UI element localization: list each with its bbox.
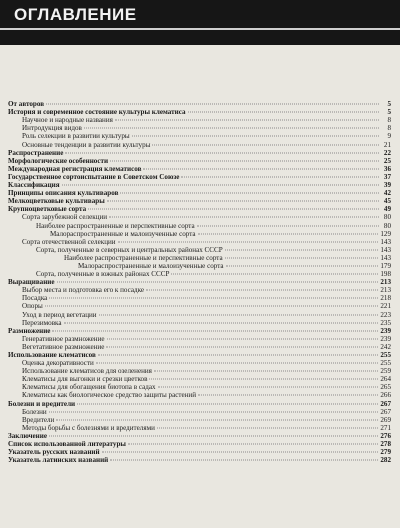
toc-entry-title: Мелкоцветковые культивары [8, 197, 105, 206]
toc-entry-page: 80 [383, 221, 391, 230]
toc-entry-title: Классификация [8, 181, 60, 190]
toc-entry-title: Научное и народные названия [22, 116, 113, 125]
toc-entry-title: Малораспространенные и малоизученные сорта [78, 261, 224, 270]
toc-entry-page: 21 [383, 140, 391, 149]
toc-entry-title: Болезни и вредители [8, 399, 76, 408]
toc-entry-page: 235 [380, 318, 391, 327]
toc-entry-page: 267 [380, 399, 391, 408]
toc-entry-page: 25 [383, 156, 391, 165]
toc-entry-page: 9 [387, 132, 391, 141]
toc-entry-page: 223 [380, 310, 391, 319]
toc-entry-title: Посадка [22, 294, 48, 303]
toc-entry-page: 198 [380, 270, 391, 279]
toc-entry-page: 22 [383, 148, 391, 157]
toc-entry-page: 218 [380, 294, 391, 303]
toc-entry-page: 255 [380, 351, 391, 359]
table-of-contents [8, 97, 391, 528]
toc-entry-title: Опоры [22, 302, 43, 311]
toc-entry-page: 259 [380, 367, 391, 376]
toc-entry-title: Сорта, полученные в северных и центральных районах СССР [36, 245, 223, 254]
toc-entry-page: 39 [383, 181, 391, 190]
toc-entry-page: 267 [380, 407, 391, 416]
toc-entry-page: 239 [380, 326, 391, 335]
toc-entry-title: От авторов [8, 100, 45, 109]
toc-entry-title: Вредители [22, 415, 55, 424]
toc-entry-page: 266 [380, 391, 391, 400]
toc-entry-title: Государственное сортоиспытание в Советском Союзе [8, 172, 180, 181]
toc-entry-title: Наиболее распространенные и перспективные сорта [36, 221, 195, 230]
toc-entry-title: Клематисы для выгонки и срезки цветков [22, 375, 148, 384]
toc-entry-page: 269 [380, 415, 391, 424]
toc-entry-page: 276 [380, 431, 391, 440]
toc-entry-page: 8 [387, 124, 391, 133]
toc-entry-title: Вегетативное размножение [22, 342, 105, 351]
toc-entry-title: Использование клематисов [8, 351, 96, 359]
toc-entry-title: Болезни [22, 407, 47, 416]
toc-entry-title: Сорта отечественной селекции [22, 237, 116, 246]
page-title: ОГЛАВЛЕНИЕ [14, 5, 137, 24]
toc-entry-title: Принципы описания культиваров [8, 189, 119, 198]
toc-entry-page: 213 [380, 286, 391, 295]
toc-entry-page: 5 [387, 108, 391, 117]
toc-entry-title: Клематисы для обогащения биотопа в садах [22, 383, 156, 392]
toc-entry-title: Использование клематисов для озеленения [22, 367, 152, 376]
toc-entry-title: Список использованной литературы [8, 440, 126, 449]
toc-entry-title: Международная регистрация клематисов [8, 164, 142, 173]
toc-entry-page: 278 [380, 440, 391, 449]
toc-entry-page: 143 [380, 253, 391, 262]
toc-entry-title: Сорта зарубежной селекции [22, 213, 108, 222]
toc-entry-page: 264 [380, 375, 391, 384]
toc-entry-page: 36 [383, 164, 391, 173]
toc-entry-page: 255 [380, 359, 391, 368]
toc-entry-title: Крупноцветковые сорта [8, 205, 87, 214]
toc-entry-page: 143 [380, 237, 391, 246]
toc-entry-page: 80 [383, 213, 391, 222]
toc-entry-title: Морфологические особенности [8, 156, 109, 165]
toc-entry-title: Генеративное размножение [22, 334, 105, 343]
toc-entry-title: Методы борьбы с болезнями и вредителями [22, 423, 155, 432]
toc-entry-page: 8 [387, 116, 391, 125]
toc-entry-title: Заключение [8, 431, 47, 440]
toc-entry-page: 282 [380, 456, 391, 465]
toc-entry-page: 143 [380, 245, 391, 254]
toc-entry-page: 221 [380, 302, 391, 311]
toc-entry-title: Выращивание [8, 278, 55, 287]
toc-entry-title: Наиболее распространенные и перспективные сорта [64, 253, 223, 262]
toc-entry-title: Выбор места и подготовка его к посадке [22, 286, 145, 295]
toc-entry-title: Уход в период вегетации [22, 310, 97, 319]
toc-entry-title: Роль селекции в развитии культуры [22, 132, 130, 141]
toc-entry-page: 5 [387, 100, 391, 109]
toc-entry-title: Сорта, полученные в южных районах СССР [36, 270, 170, 279]
toc-entry-page: 265 [380, 383, 391, 392]
toc-entry-title: Интродукция видов [22, 124, 82, 133]
toc-entry-page: 42 [383, 189, 391, 198]
toc-entry-title: Распространение [8, 148, 64, 157]
toc-entry-title: Размножение [8, 326, 51, 335]
toc-entry-title: Основные тенденции в развитии культуры [22, 140, 151, 149]
toc-entry-page: 213 [380, 278, 391, 287]
toc-entry-title: Перезимовка [22, 318, 62, 327]
toc-entry-page: 129 [380, 229, 391, 238]
toc-entry-title: Малораспространенные и малоизученные сорта [50, 229, 196, 238]
toc-entry-title: История и современное состояние культуры клематиса [8, 108, 186, 117]
toc-entry-page: 49 [383, 205, 391, 214]
header-rule [0, 28, 400, 30]
toc-entry-page: 239 [380, 334, 391, 343]
toc-entry-page: 45 [383, 197, 391, 206]
toc-entry-title: Указатель русских названий [8, 448, 100, 457]
toc-entry-page: 271 [380, 423, 391, 432]
toc-entry-title: Указатель латинских названий [8, 456, 109, 465]
toc-entry-title: Оценка декоративности [22, 359, 94, 368]
toc-entry-page: 279 [380, 448, 391, 457]
toc-entry-page: 37 [383, 172, 391, 181]
toc-entry-title: Клематисы как биологическое средство защиты растений [22, 391, 197, 400]
dot-leader [110, 452, 378, 461]
toc-entry-page: 179 [380, 261, 391, 270]
page-header [0, 0, 400, 45]
toc-entry-page: 242 [380, 342, 391, 351]
